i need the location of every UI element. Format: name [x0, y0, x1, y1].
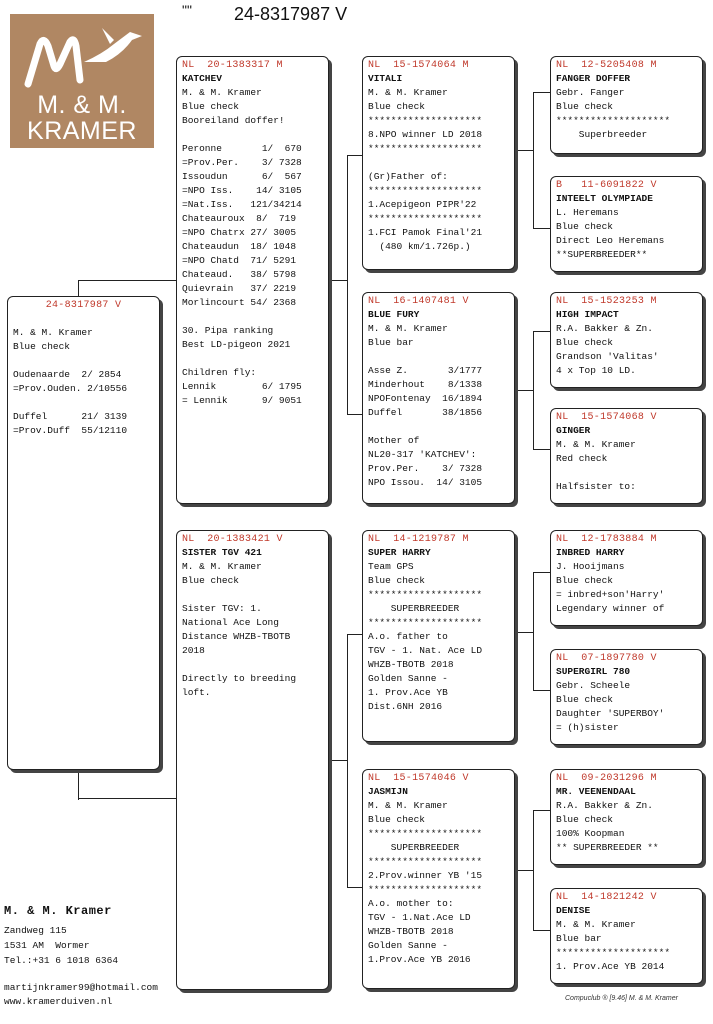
pigeon-info-line: Superbreeder [556, 129, 648, 140]
pigeon-info-line: Chateaud. 38/ 5798 [182, 269, 297, 280]
pigeon-info-line: Best LD-pigeon 2021 [182, 339, 291, 350]
connector-line [533, 810, 534, 931]
pigeon-info-line: National Ace Long [182, 617, 279, 628]
pigeon-info-line: NL20-317 'KATCHEV': [368, 449, 477, 460]
pigeon-info-line [13, 312, 154, 326]
pigeon-info-line: Blue check [182, 575, 240, 586]
breeder-address-street: Zandweg 115 [4, 925, 67, 936]
pigeon-name: INBRED HARRY [556, 547, 625, 558]
pigeon-info-line: 1.FCI Pamok Final'21 [368, 227, 483, 238]
pigeon-info-line: 8.NPO winner LD 2018 [368, 129, 483, 140]
pigeon-info-line: Asse Z. 3/1777 [368, 365, 483, 376]
pigeon-info-line: Golden Sanne - [368, 673, 448, 684]
pigeon-info-line: 100% Koopman [556, 828, 625, 839]
pigeon-info-line: Issoudun 6/ 567 [182, 171, 302, 182]
pigeon-info-line: Direct Leo Heremans [556, 235, 665, 246]
pigeon-info-line: Blue check [556, 101, 614, 112]
father-father-card[interactable] [362, 56, 515, 270]
ring-number: B 11-6091822 V [556, 180, 657, 191]
pigeon-info-line: M. & M. Kramer [556, 439, 636, 450]
pigeon-info-line: =Nat.Iss. 121/34214 [182, 199, 302, 210]
ring-number: NL 12-1783884 M [556, 534, 657, 545]
pigeon-name: GINGER [556, 425, 591, 436]
pigeon-info-line: = (h)sister [556, 722, 619, 733]
logo-line-2: KRAMER [27, 117, 137, 145]
connector-line [516, 870, 534, 871]
pigeon-info-line: SUPERBREEDER [368, 842, 460, 853]
mf-mother-card[interactable] [550, 649, 703, 745]
connector-line [78, 770, 79, 800]
pigeon-info-line: Blue bar [368, 337, 414, 348]
pigeon-info-line: 4 x Top 10 LD. [556, 365, 636, 376]
connector-line [533, 331, 534, 450]
pigeon-info-line: Gebr. Scheele [556, 680, 631, 691]
pigeon-info-line: A.o. mother to: [368, 898, 454, 909]
pigeon-info-line: Blue check [556, 221, 614, 232]
connector-line [347, 155, 348, 415]
pigeon-info-line: Dist.6NH 2016 [368, 701, 443, 712]
mm-mother-card[interactable] [550, 888, 703, 984]
connector-line [533, 572, 534, 691]
pigeon-info-line: Gebr. Fanger [556, 87, 625, 98]
pigeon-info-line: Prov.Per. 3/ 7328 [368, 463, 483, 474]
ring-number: NL 07-1897780 V [556, 653, 657, 664]
pigeon-info-line: =Prov.Per. 3/ 7328 [182, 157, 302, 168]
ring-number: NL 15-1574064 M [368, 60, 469, 71]
father-card[interactable] [176, 56, 329, 504]
breeder-website[interactable]: www.kramerduiven.nl [4, 996, 113, 1007]
mother-card[interactable] [176, 530, 329, 990]
ring-number: NL 20-1383421 V [182, 534, 283, 545]
pigeon-info-line: Blue check [368, 575, 426, 586]
kramer-logo [10, 14, 154, 148]
pigeon-name: SUPER HARRY [368, 547, 431, 558]
pigeon-info-line: Legendary winner of [556, 603, 665, 614]
pigeon-info-line: Blue check [556, 575, 614, 586]
connector-line [516, 632, 534, 633]
pigeon-info-line: Oudenaarde 2/ 2854 [13, 369, 122, 380]
pigeon-info-line: Team GPS [368, 561, 414, 572]
pigeon-info-line: Blue check [556, 814, 614, 825]
connector-line [516, 390, 534, 391]
mother-mother-card[interactable] [362, 769, 515, 989]
pigeon-name: BLUE FURY [368, 309, 420, 320]
pigeon-info-line [182, 658, 323, 672]
pigeon-info-line: TGV - 1. Nat. Ace LD [368, 645, 483, 656]
ring-number: NL 12-5205408 M [556, 60, 657, 71]
pigeon-info-line: 2.Prov.winner YB '15 [368, 870, 483, 881]
connector-line [516, 150, 534, 151]
pigeon-info-line: (Gr)Father of: [368, 171, 448, 182]
pigeon-info-line: ******************** [368, 589, 483, 600]
pigeon-name: INTEELT OLYMPIADE [556, 193, 653, 204]
pigeon-info-line: Blue check [556, 694, 614, 705]
pigeon-info-line: = inbred+son'Harry' [556, 589, 665, 600]
breeder-email[interactable]: martijnkramer99@hotmail.com [4, 982, 158, 993]
pigeon-info-line: **SUPERBREEDER** [556, 249, 648, 260]
pigeon-info-line: SUPERBREEDER [368, 603, 460, 614]
pigeon-info-line [368, 156, 509, 170]
ring-number: NL 20-1383317 M [182, 60, 283, 71]
pigeon-info-line: M. & M. Kramer [182, 87, 262, 98]
pigeon-info-line: Blue check [13, 341, 71, 352]
pigeon-info-line [182, 352, 323, 366]
pigeon-info-line: NPOFontenay 16/1894 [368, 393, 483, 404]
pigeon-info-line: 30. Pipa ranking [182, 325, 274, 336]
pigeon-info-line: Mother of [368, 435, 420, 446]
pigeon-info-line: Sister TGV: 1. [182, 603, 262, 614]
pigeon-info-line: Blue check [368, 814, 426, 825]
pigeon-info-line: NPO Issou. 14/ 3105 [368, 477, 483, 488]
pigeon-info-line: loft. [182, 687, 211, 698]
pigeon-info-line: Distance WHZB-TBOTB [182, 631, 291, 642]
pigeon-info-line: ******************** [368, 115, 483, 126]
pigeon-info-line: =Prov.Ouden. 2/10556 [13, 383, 128, 394]
pigeon-info-line: R.A. Bakker & Zn. [556, 323, 653, 334]
fm-father-card[interactable] [550, 292, 703, 388]
pigeon-name: KATCHEV [182, 73, 222, 84]
pigeon-info-line: =NPO Chatd 71/ 5291 [182, 255, 297, 266]
pigeon-info-line: M. & M. Kramer [368, 323, 448, 334]
pigeon-info-line: Lennik 6/ 1795 [182, 381, 302, 392]
pigeon-info-line: Grandson 'Valitas' [556, 351, 659, 362]
pigeon-info-line: ** SUPERBREEDER ** [556, 842, 659, 853]
mm-father-card[interactable] [550, 769, 703, 865]
ring-number: NL 14-1821242 V [556, 892, 657, 903]
pigeon-info-line: WHZB-TBOTB 2018 [368, 659, 454, 670]
connector-line [78, 798, 179, 799]
breeder-address-city: 1531 AM Wormer [4, 940, 90, 951]
pigeon-info-line: WHZB-TBOTB 2018 [368, 926, 454, 937]
breeder-name: M. & M. Kramer [4, 904, 112, 918]
pigeon-name: FANGER DOFFER [556, 73, 631, 84]
ring-number: NL 14-1219787 M [368, 534, 469, 545]
header-ring-number: 24-8317987 V [234, 4, 348, 24]
ff-father-card[interactable] [550, 56, 703, 154]
pigeon-info-line [368, 350, 509, 364]
pigeon-name: JASMIJN [368, 786, 408, 797]
header-quote-mark: "" [182, 2, 192, 18]
ring-number: 24-8317987 V [45, 300, 122, 311]
pigeon-info-line: Blue check [368, 101, 426, 112]
ring-number: NL 15-1574046 V [368, 773, 469, 784]
pigeon-info-line: ******************** [368, 828, 483, 839]
pigeon-info-line: M. & M. Kramer [182, 561, 262, 572]
pigeon-m-logo-icon [10, 14, 154, 94]
mf-father-card[interactable] [550, 530, 703, 626]
pigeon-info-line [182, 588, 323, 602]
pigeon-info-line: =Prov.Duff 55/12110 [13, 425, 128, 436]
ring-number: NL 15-1574068 V [556, 412, 657, 423]
pigeon-info-line: 1.Prov.Ace YB 2016 [368, 954, 471, 965]
pigeon-info-line: M. & M. Kramer [556, 919, 636, 930]
father-mother-card[interactable] [362, 292, 515, 504]
pigeon-info-line: TGV - 1.Nat.Ace LD [368, 912, 471, 923]
pigeon-info-line: Quievrain 37/ 2219 [182, 283, 297, 294]
pigeon-info-line: ******************** [368, 884, 483, 895]
subject-card[interactable] [7, 296, 160, 770]
pigeon-info-line: M. & M. Kramer [13, 327, 93, 338]
pigeon-info-line: Booreiland doffer! [182, 115, 285, 126]
logo-line-1: M. & M. [37, 91, 127, 119]
ff-mother-card[interactable] [550, 176, 703, 272]
pigeon-info-line: 1. Prov.Ace YB [368, 687, 448, 698]
connector-line [330, 760, 348, 761]
pigeon-info-line [13, 354, 154, 368]
pigeon-name: VITALI [368, 73, 403, 84]
pigeon-info-line: Morlincourt 54/ 2368 [182, 297, 297, 308]
pigeon-info-line: ******************** [556, 947, 671, 958]
ring-number: NL 09-2031296 M [556, 773, 657, 784]
pigeon-info-line [368, 420, 509, 434]
pigeon-info-line [556, 466, 697, 480]
pigeon-info-line: ******************** [368, 617, 483, 628]
pigeon-info-line: =NPO Chatrx 27/ 3005 [182, 227, 297, 238]
pigeon-info-line: ******************** [368, 856, 483, 867]
connector-line [330, 280, 348, 281]
pigeon-name: MR. VEENENDAAL [556, 786, 636, 797]
pigeon-info-line: Blue check [182, 101, 240, 112]
pigeon-info-line [182, 128, 323, 142]
fm-mother-card[interactable] [550, 408, 703, 504]
software-credit: Compuclub ® [9.46] M. & M. Kramer [565, 995, 678, 1002]
pigeon-info-line: A.o. father to [368, 631, 448, 642]
pigeon-info-line: J. Hooijmans [556, 561, 625, 572]
pigeon-info-line: Blue check [556, 337, 614, 348]
pigeon-info-line: L. Heremans [556, 207, 619, 218]
pigeon-info-line: Minderhout 8/1338 [368, 379, 483, 390]
pigeon-info-line: 2018 [182, 645, 205, 656]
pigeon-name: SISTER TGV 421 [182, 547, 262, 558]
breeder-phone: Tel.:+31 6 1018 6364 [4, 955, 119, 966]
pigeon-info-line: Peronne 1/ 670 [182, 143, 302, 154]
pigeon-name: DENISE [556, 905, 591, 916]
pigeon-info-line: Duffel 38/1856 [368, 407, 483, 418]
pigeon-info-line: ******************** [368, 143, 483, 154]
pigeon-info-line: Chateaudun 18/ 1048 [182, 241, 297, 252]
pigeon-info-line: Duffel 21/ 3139 [13, 411, 128, 422]
pigeon-name: SUPERGIRL 780 [556, 666, 631, 677]
mother-father-card[interactable] [362, 530, 515, 742]
pigeon-info-line: Daughter 'SUPERBOY' [556, 708, 665, 719]
pigeon-info-line: ******************** [368, 213, 483, 224]
pigeon-name: HIGH IMPACT [556, 309, 619, 320]
connector-line [533, 92, 534, 229]
pigeon-info-line: Golden Sanne - [368, 940, 448, 951]
ring-number: NL 16-1407481 V [368, 296, 469, 307]
pigeon-info-line: R.A. Bakker & Zn. [556, 800, 653, 811]
pigeon-info-line [13, 396, 154, 410]
pigeon-info-line: (480 km/1.726p.) [368, 241, 471, 252]
pigeon-info-line: M. & M. Kramer [368, 800, 448, 811]
pigeon-info-line: = Lennik 9/ 9051 [182, 395, 302, 406]
pigeon-info-line: =NPO Iss. 14/ 3105 [182, 185, 302, 196]
pigeon-info-line: 1.Acepigeon PIPR'22 [368, 199, 477, 210]
pigeon-info-line: 1. Prov.Ace YB 2014 [556, 961, 665, 972]
pigeon-info-line: ******************** [556, 115, 671, 126]
pigeon-info-line: Children fly: [182, 367, 257, 378]
pigeon-info-line: Directly to breeding [182, 673, 297, 684]
pigeon-info-line: Red check [556, 453, 608, 464]
ring-number: NL 15-1523253 M [556, 296, 657, 307]
pigeon-info-line: Blue bar [556, 933, 602, 944]
connector-line [347, 634, 348, 888]
pigeon-info-line: Halfsister to: [556, 481, 636, 492]
connector-line [78, 280, 179, 281]
pigeon-info-line: Chateauroux 8/ 719 [182, 213, 297, 224]
pigeon-info-line: M. & M. Kramer [368, 87, 448, 98]
pigeon-info-line [182, 310, 323, 324]
pigeon-info-line: ******************** [368, 185, 483, 196]
